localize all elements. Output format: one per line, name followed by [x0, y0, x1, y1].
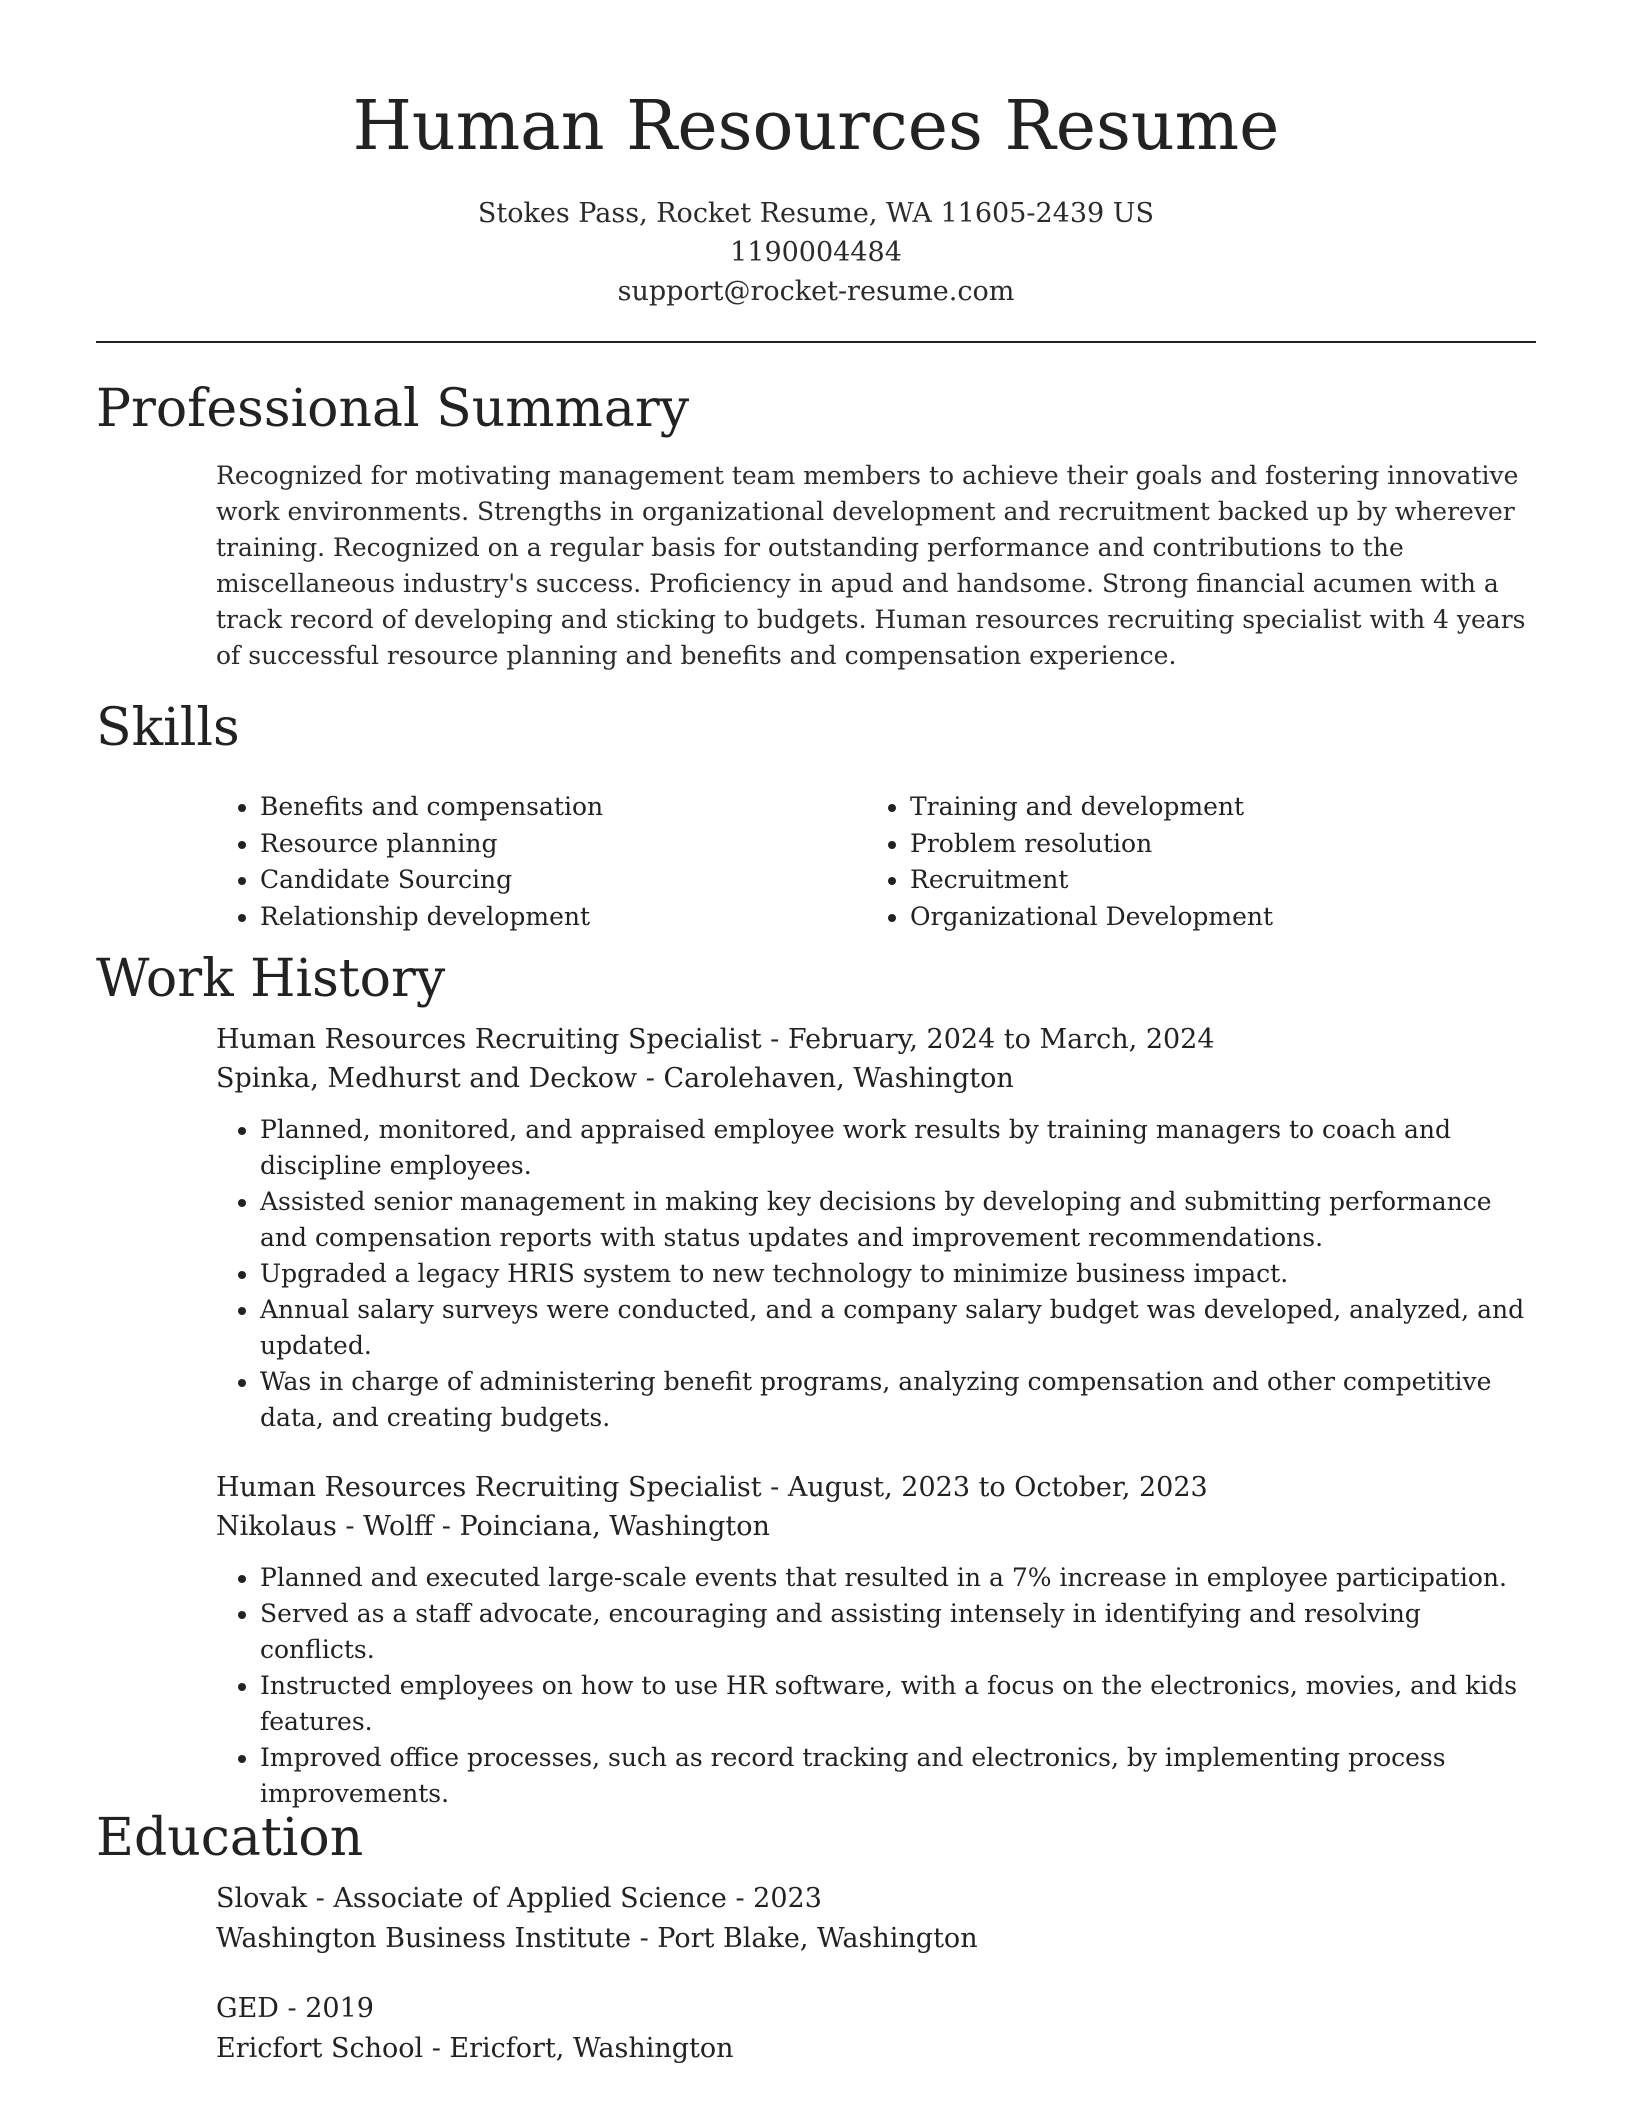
separator: - — [630, 1923, 658, 1954]
phone: 1190004484 — [730, 237, 902, 268]
school-name: Ericfort School — [216, 2033, 424, 2064]
job-bullet: • Planned and executed large-scale events that resulted in a 7% increase in employee participation. — [260, 1560, 1536, 1596]
school-location: Ericfort, Washington — [449, 2033, 734, 2064]
address: Stokes Pass, Rocket Resume, WA 11605-2439 US — [477, 198, 1155, 229]
skill-item: • Problem resolution — [910, 826, 1516, 863]
skill-item: • Relationship development — [260, 899, 866, 936]
job-bullet: • Was in charge of administering benefit programs, analyzing compensation and other competitive data, and creating budgets. — [260, 1364, 1536, 1436]
job-bullet: • Served as a staff advocate, encouraging and assisting intensely in identifying and resolving conflicts. — [260, 1596, 1536, 1668]
company-name: Nikolaus - Wolff — [216, 1511, 434, 1542]
resume-title: Human Resources Resume — [352, 87, 1280, 166]
summary-text: Recognized for motivating management team members to achieve their goals and fostering innovative work environments. Strengths in organizational development and recruitment backed up by wherever training. Recognized on a regular basis for outstanding performance and contributions to the miscellaneous industry's success. Proficiency in apud and handsome. Strong financial acumen with a track record of developing and sticking to budgets. Human resources recruiting specialist with 4 years of successful resource planning and benefits and compensation experience. — [216, 461, 1526, 670]
degree-year: 2023 — [753, 1883, 822, 1914]
education-entry — [216, 1989, 1536, 2069]
degree-line — [216, 1989, 1536, 2029]
company-name: Spinka, Medhurst and Deckow — [216, 1063, 638, 1094]
company-location: Poinciana, Washington — [459, 1511, 770, 1542]
contact-block — [0, 194, 1632, 311]
job-bullet: • Instructed employees on how to use HR software, with a focus on the electronics, movies, and kids features. — [260, 1668, 1536, 1740]
skill-item: • Resource planning — [260, 826, 866, 863]
education-entry — [216, 1879, 1536, 1959]
separator: - — [423, 2033, 450, 2064]
skills-section — [96, 697, 1536, 935]
section-title-education: Education — [96, 1808, 364, 1868]
section-title-work-history: Work History — [96, 949, 446, 1009]
header-divider — [96, 341, 1536, 343]
company-line — [216, 1507, 1536, 1546]
job-bullet: • Upgraded a legacy HRIS system to new technology to minimize business impact. — [260, 1256, 1536, 1292]
skill-item: • Organizational Development — [910, 899, 1516, 936]
school-line — [216, 2029, 1536, 2069]
skills-list-left — [216, 789, 866, 935]
skill-item: • Benefits and compensation — [260, 789, 866, 826]
email: support@rocket-resume.com — [617, 276, 1015, 307]
section-title-skills: Skills — [96, 698, 240, 758]
resume-header — [0, 0, 1632, 311]
job-title-line — [216, 1468, 1536, 1507]
degree: GED — [216, 1993, 279, 2024]
company-location: Carolehaven, Washington — [663, 1063, 1014, 1094]
job-title-line — [216, 1020, 1536, 1059]
job-title: Human Resources Recruiting Specialist — [216, 1024, 762, 1055]
degree-year: 2019 — [305, 1993, 374, 2024]
job-bullet: • Improved office processes, such as record tracking and electronics, by implementing process improvements. — [260, 1740, 1536, 1812]
education-section — [96, 1807, 1536, 2069]
job-entry — [216, 1468, 1536, 1812]
job-bullet: • Annual salary surveys were conducted, and a company salary budget was developed, analyzed, and updated. — [260, 1292, 1536, 1364]
separator: - — [637, 1063, 664, 1094]
skill-item: • Candidate Sourcing — [260, 862, 866, 899]
job-bullets — [216, 1112, 1536, 1436]
skill-item: • Recruitment — [910, 862, 1516, 899]
job-bullet: • Assisted senior management in making key decisions by developing and submitting performance and compensation reports with status updates and improvement recommendations. — [260, 1184, 1536, 1256]
summary-section — [96, 378, 1536, 674]
job-title: Human Resources Recruiting Specialist — [216, 1472, 762, 1503]
section-title-summary: Professional Summary — [96, 379, 690, 439]
job-dates: August, 2023 to October, 2023 — [787, 1472, 1208, 1503]
job-bullet: • Planned, monitored, and appraised employee work results by training managers to coach and discipline employees. — [260, 1112, 1536, 1184]
school-name: Washington Business Institute — [216, 1923, 631, 1954]
school-line — [216, 1919, 1536, 1959]
skills-grid — [216, 789, 1536, 935]
separator: - — [433, 1511, 460, 1542]
separator: - — [761, 1472, 788, 1503]
separator: - — [726, 1883, 754, 1914]
job-dates: February, 2024 to March, 2024 — [787, 1024, 1215, 1055]
degree-line — [216, 1879, 1536, 1919]
school-location: Port Blake, Washington — [657, 1923, 978, 1954]
skills-list-right — [866, 789, 1516, 935]
separator: - — [761, 1024, 788, 1055]
job-bullets — [216, 1560, 1536, 1812]
job-entry — [216, 1020, 1536, 1436]
degree: Slovak - Associate of Applied Science — [216, 1883, 727, 1914]
separator: - — [278, 1993, 306, 2024]
skill-item: • Training and development — [910, 789, 1516, 826]
company-line — [216, 1059, 1536, 1098]
work-history-section — [96, 948, 1536, 1812]
